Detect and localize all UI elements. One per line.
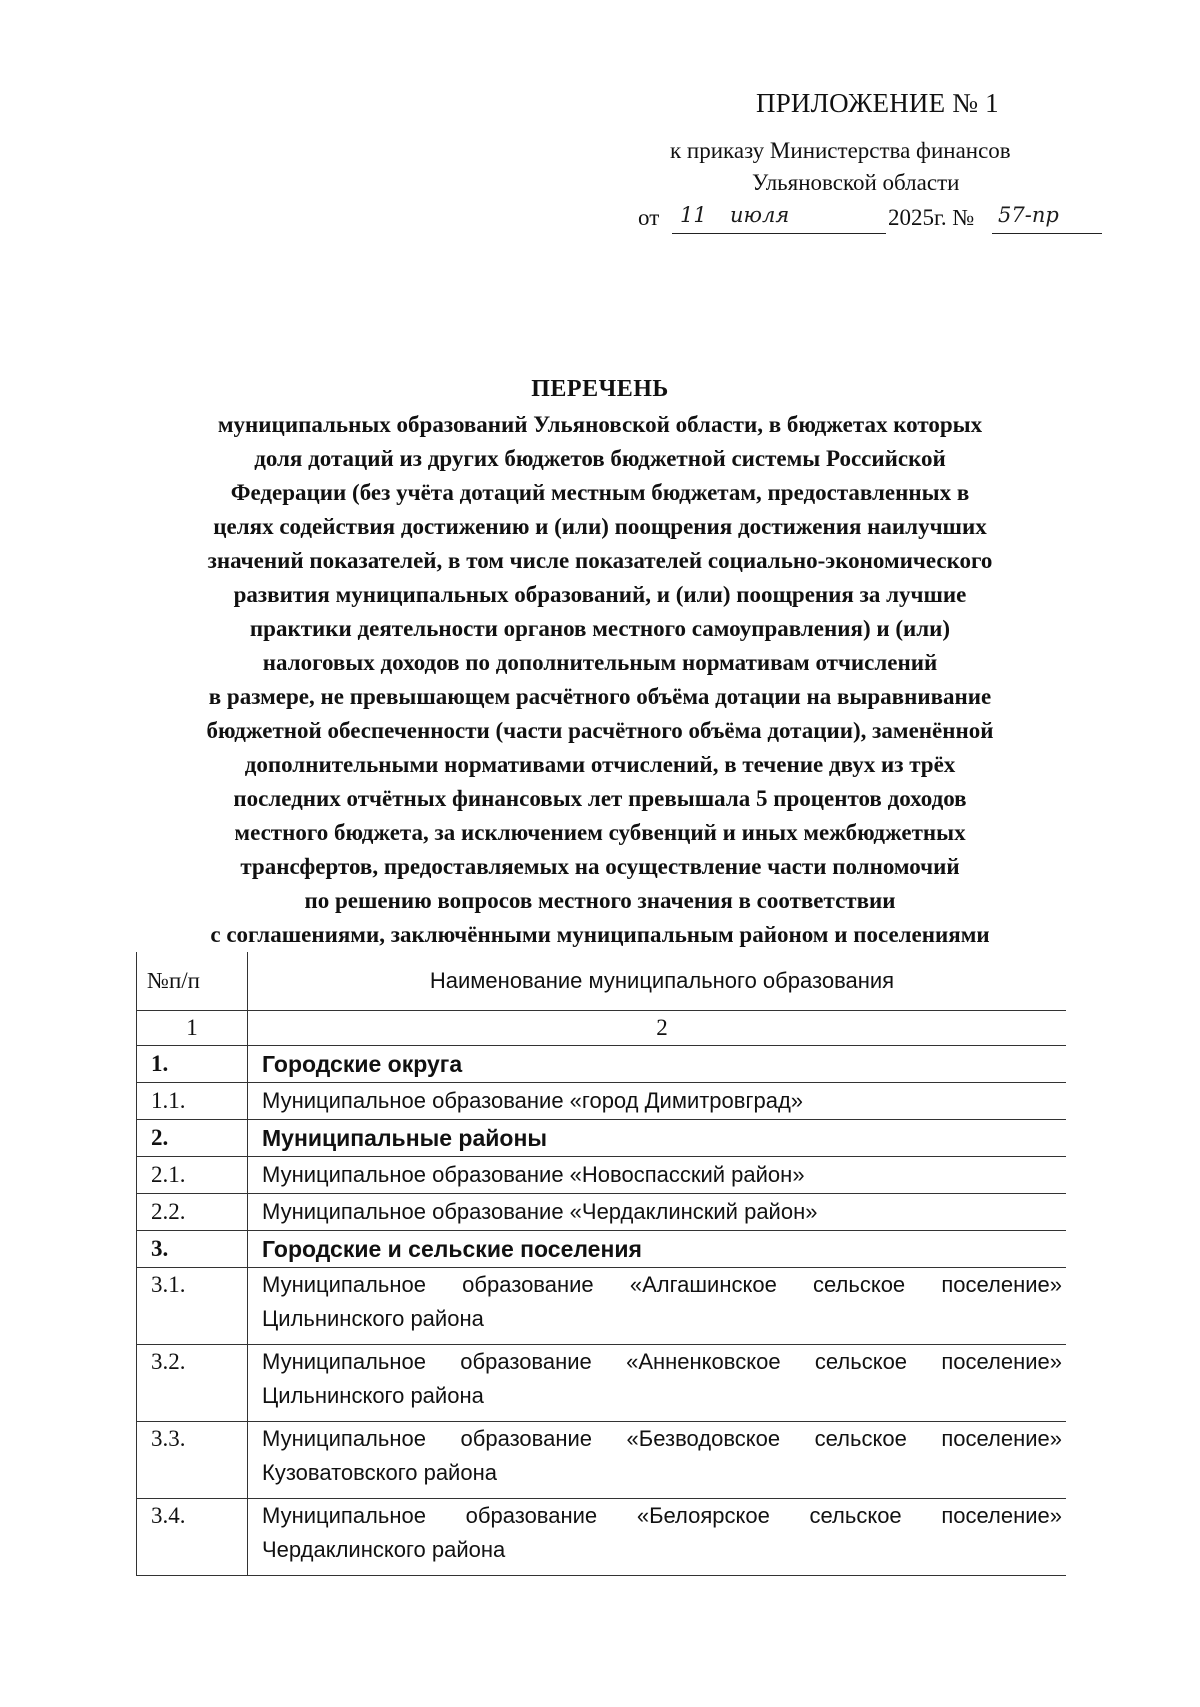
appendix-title: ПРИЛОЖЕНИЕ № 1 — [756, 88, 999, 118]
row-name-line-2: Цильнинского района — [262, 1306, 484, 1331]
heading-line: с соглашениями, заключёнными муниципальным районом и поселениями — [210, 922, 990, 947]
table-row — [137, 1499, 1067, 1576]
row-num: 2.2. — [137, 1194, 248, 1231]
heading-line: налоговых доходов по дополнительным нормативам отчислений — [262, 650, 938, 675]
row-num: 2.1. — [137, 1157, 248, 1194]
row-name: Городские и сельские поселения — [248, 1231, 1067, 1268]
heading-line: в размере, не превышающем расчётного объёма дотации на выравнивание — [208, 684, 992, 709]
row-name-line-1: Муниципальное образование «Алгашинское сельское поселение» — [262, 1272, 1062, 1297]
order-line-1: к приказу Министерства финансов — [670, 138, 1011, 163]
handwritten-month: июля — [730, 203, 790, 227]
header-num: №п/п — [137, 952, 248, 1011]
table-row — [137, 1422, 1067, 1499]
appendix-block — [620, 88, 1060, 237]
heading-line: доля дотаций из других бюджетов бюджетной системы Российской — [254, 446, 946, 471]
row-num: 3.2. — [137, 1345, 248, 1422]
table-row — [137, 1083, 1067, 1120]
handwritten-day: 11 — [680, 203, 707, 227]
column-index-2: 2 — [248, 1011, 1067, 1046]
table-row — [137, 1268, 1067, 1345]
heading-line: муниципальных образований Ульяновской области, в бюджетах которых — [217, 412, 983, 437]
heading-line: бюджетной обеспеченности (части расчётного объёма дотации), заменённой — [206, 718, 994, 743]
row-name-line-1: Муниципальное образование «Белоярское сельское поселение» — [262, 1503, 1062, 1528]
row-name-line-2: Кузоватовского района — [262, 1460, 497, 1485]
table-section-row — [137, 1231, 1067, 1268]
row-name: Городские округа — [248, 1046, 1067, 1083]
row-name: Муниципальное образование «Чердаклинский район» — [248, 1194, 1067, 1231]
row-name — [248, 1422, 1067, 1499]
heading-line: развития муниципальных образований, и (или) поощрения за лучшие — [233, 582, 967, 607]
row-name — [248, 1499, 1067, 1576]
table-row — [137, 1157, 1067, 1194]
date-prefix: от — [638, 205, 660, 230]
heading-line: последних отчётных финансовых лет превышала 5 процентов доходов — [233, 786, 967, 811]
table-row — [137, 1194, 1067, 1231]
row-num: 3.3. — [137, 1422, 248, 1499]
municipalities-table — [136, 952, 1066, 1576]
row-name: Муниципальное образование «город Димитровград» — [248, 1083, 1067, 1120]
heading-line: целях содействия достижению и (или) поощрения достижения наилучших — [213, 514, 987, 539]
heading-line: значений показателей, в том числе показателей социально-экономического — [207, 548, 993, 573]
order-reference — [670, 135, 1060, 199]
document-heading — [135, 372, 1065, 952]
heading-line: местного бюджета, за исключением субвенций и иных межбюджетных — [234, 820, 966, 845]
column-index-1: 1 — [137, 1011, 248, 1046]
heading-line: дополнительными нормативами отчислений, в течение двух из трёх — [244, 752, 956, 777]
heading-line: по решению вопросов местного значения в соответствии — [304, 888, 896, 913]
row-name: Муниципальное образование «Новоспасский район» — [248, 1157, 1067, 1194]
table-header-row — [137, 952, 1067, 1011]
row-num: 2. — [137, 1120, 248, 1157]
row-name-line-1: Муниципальное образование «Анненковское сельское поселение» — [262, 1349, 1062, 1374]
heading-title: ПЕРЕЧЕНЬ — [531, 376, 669, 402]
header-name: Наименование муниципального образования — [248, 952, 1067, 1011]
number-underline — [992, 233, 1102, 234]
column-index-row — [137, 1011, 1067, 1046]
handwritten-order-number: 57-пр — [998, 203, 1059, 227]
row-num: 3.4. — [137, 1499, 248, 1576]
table-row — [137, 1345, 1067, 1422]
row-name-line-2: Чердаклинского района — [262, 1537, 506, 1562]
row-name: Муниципальные районы — [248, 1120, 1067, 1157]
row-name — [248, 1268, 1067, 1345]
order-line-2: Ульяновской области — [752, 170, 960, 195]
heading-line: Федерации (без учёта дотаций местным бюджетам, предоставленных в — [230, 480, 970, 505]
order-date-line — [620, 201, 1060, 237]
row-name — [248, 1345, 1067, 1422]
row-num: 1.1. — [137, 1083, 248, 1120]
heading-line: трансфертов, предоставляемых на осуществление части полномочий — [240, 854, 960, 879]
row-num: 3.1. — [137, 1268, 248, 1345]
table-section-row — [137, 1046, 1067, 1083]
row-name-line-2: Цильнинского района — [262, 1383, 484, 1408]
heading-line: практики деятельности органов местного самоуправления) и (или) — [249, 616, 951, 641]
date-year: 2025г. № — [888, 205, 975, 230]
row-name-line-1: Муниципальное образование «Безводовское сельское поселение» — [262, 1426, 1062, 1451]
table-section-row — [137, 1120, 1067, 1157]
row-num: 3. — [137, 1231, 248, 1268]
date-underline — [672, 233, 886, 234]
row-num: 1. — [137, 1046, 248, 1083]
